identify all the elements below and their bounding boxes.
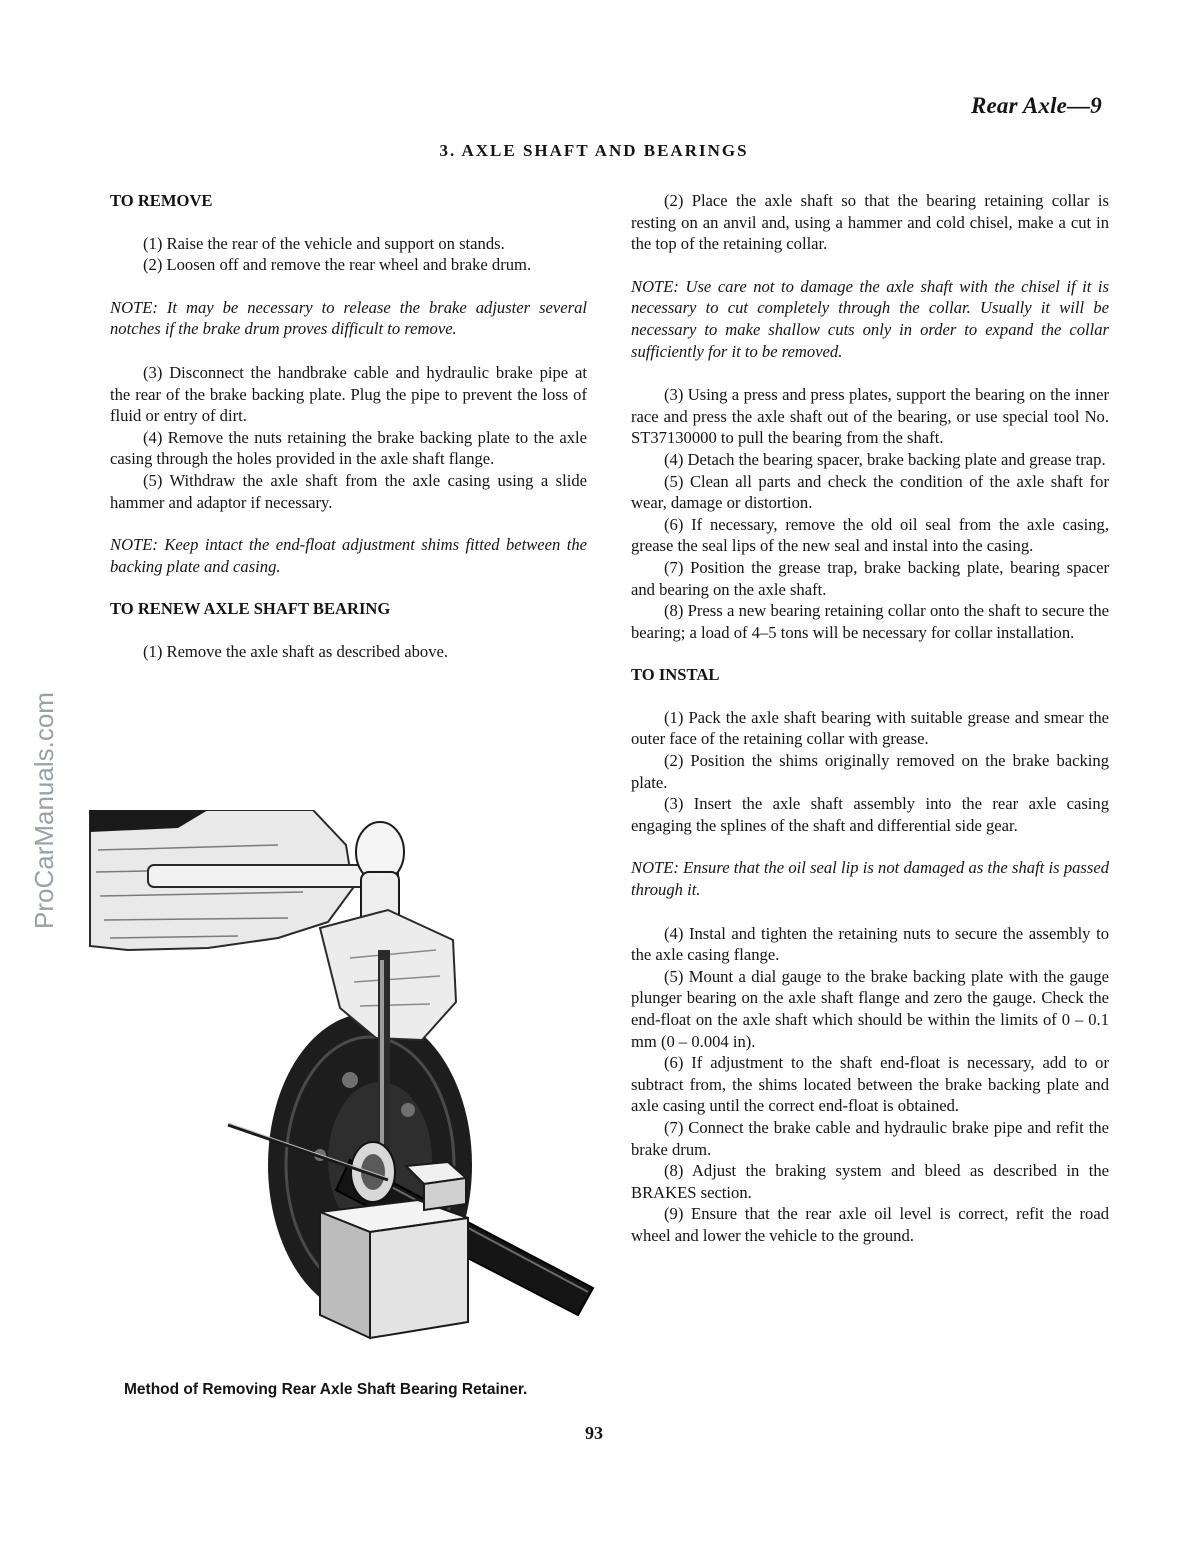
note-chisel-care: NOTE: Use care not to damage the axle shaft with the chisel if it is necessary to cut completely through the collar. Usually it will be necessary to make shallow cuts only in order to expand the collar sufficiently for it to be removed.: [631, 276, 1109, 361]
remove-step-1: (1) Raise the rear of the vehicle and support on stands.: [143, 233, 505, 253]
instal-step-9: (9) Ensure that the rear axle oil level is correct, refit the road wheel and lower the vehicle to the ground.: [631, 1204, 1109, 1245]
note-end-float-shims: NOTE: Keep intact the end-float adjustment shims fitted between the backing plate and casing.: [110, 535, 587, 576]
section-title: 3. AXLE SHAFT AND BEARINGS: [439, 141, 749, 160]
running-header: Rear Axle—9: [970, 93, 1102, 118]
left-column: [110, 190, 587, 663]
renew-step-7: (7) Position the grease trap, brake backing plate, bearing spacer and bearing on the axle shaft.: [631, 557, 1109, 599]
renew-step-4: (4) Detach the bearing spacer, brake backing plate and grease trap.: [664, 449, 1106, 469]
instal-step-1: (1) Pack the axle shaft bearing with suitable grease and smear the outer face of the retaining collar with grease.: [631, 707, 1109, 749]
instal-step-8: (8) Adjust the braking system and bleed as described in the BRAKES section.: [631, 1161, 1109, 1202]
renew-step-2: (2) Place the axle shaft so that the bearing retaining collar is resting on an anvil and, using a hammer and cold chisel, make a cut in the top of the retaining collar.: [631, 191, 1109, 254]
renew-step-5: (5) Clean all parts and check the condition of the axle shaft for wear, damage or distortion.: [631, 471, 1109, 513]
watermark: [24, 640, 64, 930]
note-oil-seal: NOTE: Ensure that the oil seal lip is not damaged as the shaft is passed through it.: [631, 858, 1109, 900]
remove-step-2: (2) Loosen off and remove the rear wheel and brake drum.: [143, 255, 532, 275]
watermark-text: ProCarManuals.com: [29, 692, 59, 929]
remove-step-4: (4) Remove the nuts retaining the brake backing plate to the axle casing through the holes provided in the axle shaft flange.: [110, 427, 587, 469]
heading-to-remove: TO REMOVE: [110, 191, 213, 210]
heading-renew-bearing: TO RENEW AXLE SHAFT BEARING: [110, 599, 391, 619]
remove-step-5: (5) Withdraw the axle shaft from the axle casing using a slide hammer and adaptor if necessary.: [110, 470, 587, 512]
figure-removing-bearing-retainer: [88, 810, 598, 1340]
page-number: 93: [585, 1423, 603, 1443]
instal-step-7: (7) Connect the brake cable and hydraulic brake pipe and refit the brake drum.: [631, 1117, 1109, 1159]
renew-step-8: (8) Press a new bearing retaining collar onto the shaft to secure the bearing; a load of 4–5 tons will be necessary for collar installation.: [631, 601, 1109, 642]
renew-step-6: (6) If necessary, remove the old oil seal from the axle casing, grease the seal lips of the new seal and instal into the casing.: [631, 514, 1109, 556]
note-brake-adjuster: NOTE: It may be necessary to release the brake adjuster several notches if the brake drum proves difficult to remove.: [110, 297, 587, 339]
instal-step-5: (5) Mount a dial gauge to the brake backing plate with the gauge plunger bearing on the axle shaft flange and zero the gauge. Check the end-float on the axle shaft which should be within the limits of 0 – 0.1 mm (0 – 0.004 in).: [631, 966, 1109, 1051]
instal-step-4: (4) Instal and tighten the retaining nuts to secure the assembly to the axle casing flange.: [631, 923, 1109, 965]
right-column: [631, 190, 1109, 1247]
instal-step-6: (6) If adjustment to the shaft end-float is necessary, add to or subtract from, the shims located between the brake backing plate and axle casing until the correct end-float is obtained.: [631, 1053, 1109, 1116]
remove-step-3: (3) Disconnect the handbrake cable and hydraulic brake pipe at the rear of the brake backing plate. Plug the pipe to prevent the loss of fluid or entry of dirt.: [110, 362, 587, 426]
heading-to-instal: TO INSTAL: [631, 665, 720, 685]
renew-step-3: (3) Using a press and press plates, support the bearing on the inner race and press the axle shaft out of the bearing, or use special tool No. ST37130000 to pull the bearing from the shaft.: [631, 385, 1109, 448]
instal-step-2: (2) Position the shims originally removed on the brake backing plate.: [631, 751, 1109, 792]
renew-step-1: (1) Remove the axle shaft as described above.: [143, 641, 449, 661]
instal-step-3: (3) Insert the axle shaft assembly into the rear axle casing engaging the splines of the shaft and differential side gear.: [631, 794, 1109, 835]
figure-caption: Method of Removing Rear Axle Shaft Bearing Retainer.: [124, 1381, 528, 1398]
